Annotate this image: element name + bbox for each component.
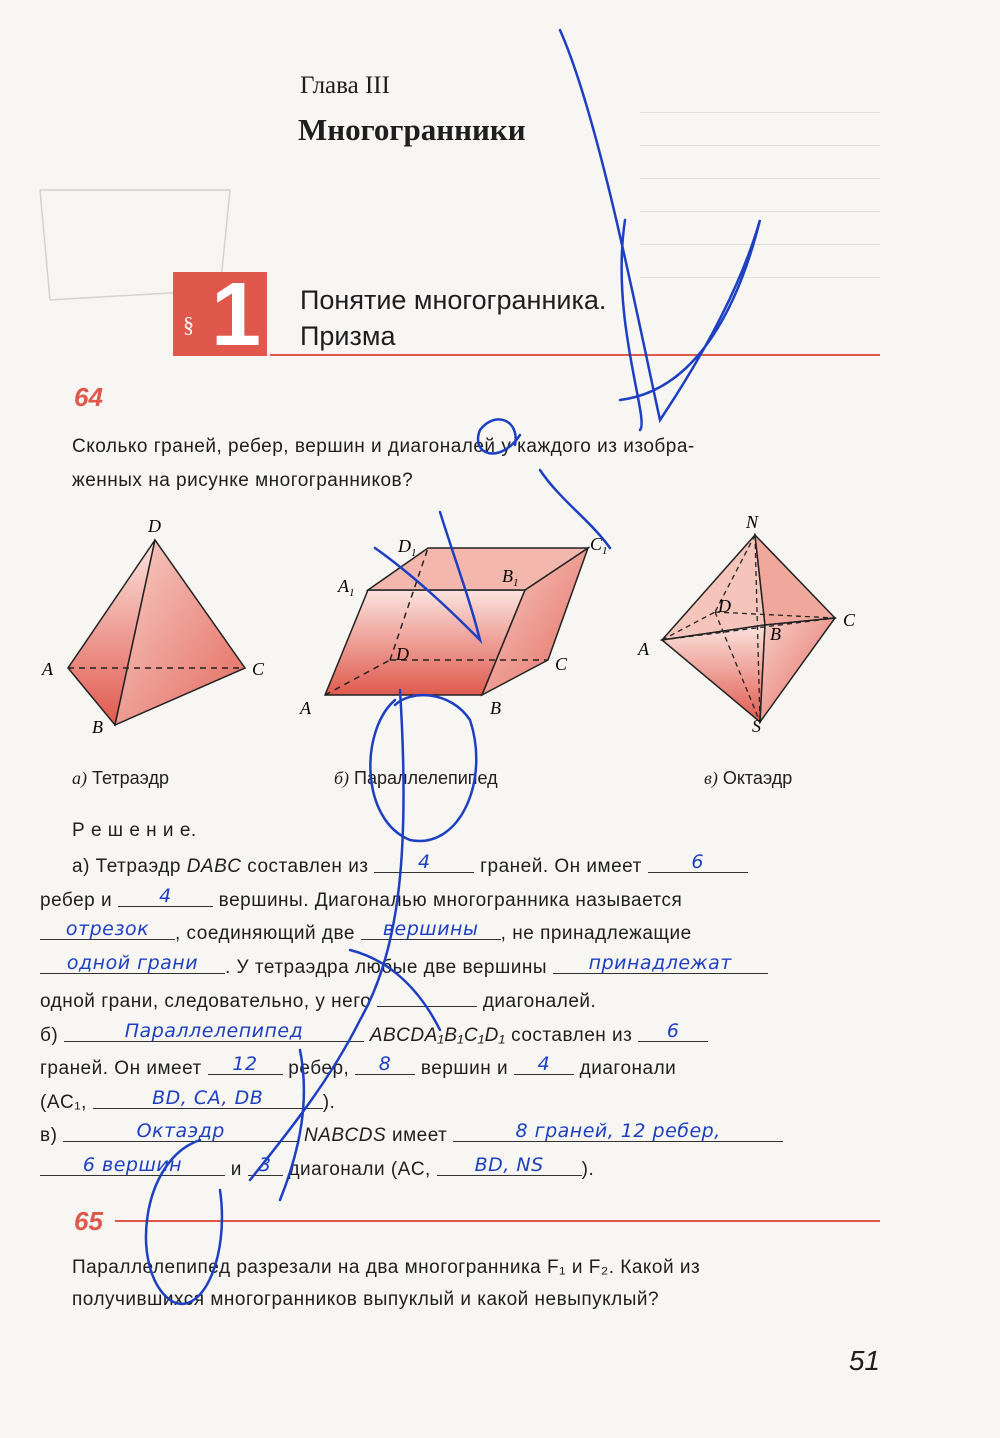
tetra-label-D: D (148, 516, 161, 536)
a-face-word-blank[interactable]: одной грани (40, 951, 225, 974)
octa-label-B: B (770, 624, 781, 644)
solution-a-line1: а) Тетраэдр DABC составлен из 4 граней. Он имеет 6 (40, 850, 880, 884)
para-label-B1: $B_1$ (502, 566, 519, 589)
a-faces-blank[interactable]: 4 (374, 850, 474, 873)
chapter-label: Глава III (300, 72, 390, 99)
paragraph-sign: § (183, 312, 194, 337)
task-65-number: 65 (74, 1206, 103, 1236)
tetra-label-C: C (252, 659, 265, 679)
solution-b-line1: б) Параллелепипед ABCDA₁B₁C₁D₁ составлен из 6 (40, 1019, 880, 1053)
caption-tetrahedron: а) Тетраэдр (72, 768, 169, 788)
solution-b-line2: граней. Он имеет 12 ребер, 8 вершин и 4 диагонали (40, 1053, 677, 1079)
b-name-word-blank[interactable]: Параллелепипед (64, 1019, 364, 1042)
caption-octahedron: в) Октаэдр (704, 768, 793, 788)
c-vertices-blank[interactable]: 6 вершин (40, 1153, 225, 1176)
para-label-C1: $C_1$ (590, 534, 608, 557)
task-65-question (72, 1252, 892, 1316)
task-64-question-line2: женных на рисунке многогранников? (72, 470, 414, 491)
octa-label-N: N (746, 512, 759, 532)
section-title-line1: Понятие многогранника. (300, 285, 607, 315)
task-65-question-line1: Параллелепипед разрезали на два многогранника F₁ и F₂. Какой из (72, 1257, 701, 1278)
a-vertices-blank[interactable]: 4 (118, 884, 213, 907)
a-vertices-word-blank[interactable]: вершины (361, 917, 501, 940)
solution-a-line5: одной грани, следовательно, у него диагоналей. (40, 984, 880, 1019)
tetrahedron-figure (41, 516, 265, 737)
solution-heading: Р е ш е н и е. (72, 820, 197, 841)
tetra-label-A: A (42, 659, 53, 679)
b-vertices-blank[interactable]: 8 (355, 1052, 415, 1075)
solution-b-line3: (AC₁, BD, CA, DB ). (40, 1086, 336, 1113)
octahedron-figure (637, 512, 856, 736)
caption-parallelepiped: б) Параллелепипед (334, 768, 498, 788)
para-label-A: A (300, 698, 311, 718)
polyhedra-figures (0, 500, 1000, 760)
b-edges-blank[interactable]: 12 (208, 1052, 283, 1075)
c-diagonals-blank[interactable]: 3 (248, 1153, 283, 1176)
paragraph-badge (173, 265, 267, 365)
b-diagonals-blank[interactable]: 4 (514, 1052, 574, 1075)
para-label-D: D (396, 644, 409, 664)
b-diagonal-list-blank[interactable]: BD, CA, DB (93, 1086, 323, 1109)
solution-c-line1: в) Октаэдр NABCDS имеет 8 граней, 12 ребер, (40, 1119, 880, 1153)
section-rule (270, 354, 880, 356)
scribble-stroke-2 (622, 220, 642, 430)
task-64-question-line1: Сколько граней, ребер, вершин и диагоналей у каждого из изобра- (72, 436, 695, 457)
octa-label-S: S (752, 716, 761, 736)
page-number: 51 (848, 1345, 880, 1376)
solution-a-line2: ребер и 4 вершины. Диагональю многогранника называется (40, 884, 683, 911)
task-64-question (72, 430, 892, 498)
parallelepiped-figure (299, 534, 608, 718)
a-diagonal-word-blank[interactable]: отрезок (40, 917, 175, 940)
solution-body (40, 850, 880, 1186)
section-title-line2: Призма (300, 321, 396, 351)
para-label-B: B (490, 698, 501, 718)
a-belong-word-blank[interactable]: принадлежат (553, 951, 768, 974)
task-64-number: 64 (74, 382, 103, 412)
paragraph-number: 1 (211, 265, 262, 365)
a-edges-blank[interactable]: 6 (648, 850, 748, 873)
tetra-label-B: B (92, 717, 103, 737)
a-diagonals-blank[interactable] (377, 984, 477, 1007)
para-label-C: C (555, 654, 568, 674)
octa-label-D: D (718, 596, 731, 616)
octa-label-A: A (638, 639, 649, 659)
solution-c-line2: 6 вершин и 3 диагонали (AC, BD, NS ). (40, 1153, 880, 1187)
chapter-title: Многогранники (298, 112, 526, 147)
b-faces-blank[interactable]: 6 (638, 1019, 708, 1042)
para-label-A1: $A_1$ (338, 576, 355, 599)
c-name-word-blank[interactable]: Октаэдр (63, 1119, 298, 1142)
c-diagonal-list-blank[interactable]: BD, NS (437, 1153, 582, 1176)
c-properties-blank[interactable]: 8 граней, 12 ребер, (453, 1119, 783, 1142)
solution-a-line4: одной грани . У тетраэдра любые две вершины принадлежат (40, 951, 880, 985)
para-label-D1: $D_1$ (398, 536, 417, 559)
section-title (300, 282, 606, 354)
task-65-question-line2: получившихся многогранников выпуклый и какой невыпуклый? (72, 1289, 660, 1310)
task-65-rule (115, 1220, 880, 1222)
octa-label-C: C (843, 610, 856, 630)
solution-a-line3: отрезок , соединяющий две вершины , не принадлежащие (40, 917, 880, 951)
